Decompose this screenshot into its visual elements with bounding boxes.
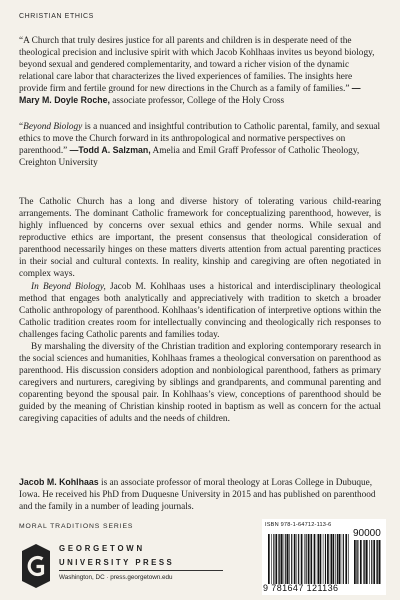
publisher-name-line1: GEORGETOWN	[59, 544, 145, 553]
series-label: MORAL TRADITIONS SERIES	[19, 523, 134, 530]
description-text: Jacob M. Kohlhaas uses a historical and interdisciplinary theological method that engages both analytically and appreciatively with tradition to sketch a broader Catholic anthropology of parenthood. Kohlhaas’s identification of interpretive options within the Catholic tradition creates room for intellectually convincing and theologically rich responses to challenges facing Catholic parents and families today.	[19, 281, 382, 340]
barcode-digits: 9 781647 121136	[263, 583, 339, 593]
publisher-block	[19, 541, 229, 593]
publisher-divider	[59, 570, 223, 571]
category-label: CHRISTIAN ETHICS	[19, 13, 94, 20]
endorsement-quote	[19, 35, 381, 107]
publisher-name-line2: UNIVERSITY PRESS	[59, 558, 175, 567]
barcode-bars-icon	[268, 534, 350, 584]
barcode-block	[262, 519, 386, 595]
book-description	[19, 196, 381, 425]
endorsement-quote	[19, 121, 381, 169]
publisher-location: Washington, DC · press.georgetown.edu	[59, 574, 173, 581]
endorser-name: —Todd A. Salzman,	[69, 145, 151, 156]
author-bio	[19, 477, 381, 513]
quote-mark: “	[19, 122, 24, 132]
author-name: Jacob M. Kohlhaas	[19, 477, 99, 487]
endorsement-attribution	[19, 146, 359, 168]
endorser-affiliation: Amelia and Emil Graff Professor of Catholic Theology, Creighton University	[19, 146, 360, 169]
description-paragraph	[19, 281, 381, 341]
author-bio-text: is an associate professor of moral theology at Loras College in Dubuque, Iowa. He received his PhD from Duquesne University in 2015 and has published on parenthood and the family in a number of leading journals.	[19, 478, 376, 513]
georgetown-logo-icon	[19, 542, 53, 590]
price-code: 90000	[353, 528, 381, 539]
endorsement-text: is a nuanced and insightful contribution to Catholic parental, family, and sexual ethics to move the Church forward in its anthropological and normative perspectives on parenthood.”	[19, 122, 381, 157]
barcode-addon-bars-icon	[354, 540, 382, 584]
endorser-affiliation: associate professor, College of the Holy Cross	[109, 96, 285, 107]
endorsement-text: “A Church that truly desires justice for all parents and children is in desperate need of the theological precision and inclusive spirit with which Jacob Kohlhaas invites us beyond biology, beyond sexual and gendered complementarity, and toward a richer vision of the dynamic relational care labor that characterizes the lived experiences of families. The insights here provide firm and fertile ground for new directions in the Church as a family of families.”	[19, 36, 375, 95]
book-title-mention: Beyond Biology	[23, 122, 83, 132]
description-title-phrase: In Beyond Biology,	[31, 281, 106, 292]
endorser-name: —Mary M. Doyle Roche,	[19, 83, 361, 106]
description-paragraph: The Catholic Church has a long and diverse history of tolerating various child-rearing arrangements. The dominant Catholic framework for conceptualizing parenthood, however, is highly influenced by concerns over sexual ethics and gender norms. While sexual and reproductive ethics are important, the present consensus that theological consideration of parenthood necessarily hinges on these matters diverts attention from actual parenting practices in their social and cultural contexts. In reality, kinship and caregiving are often negotiated in complex ways.	[19, 197, 381, 280]
isbn-label: ISBN 978-1-64712-113-6	[265, 522, 332, 528]
description-paragraph: By marshaling the diversity of the Christian tradition and exploring contemporary research in the social sciences and humanities, Kohlhaas frames a theological conversation on parenthood as parenthood. His discussion considers adoption and nonbiological parenthood, fathers as primary caregivers and nurturers, caregiving by siblings and grandparents, and communal parenting and coparenting beyond the spousal pair. In Kohlhaas’s view, conceptions of parenthood should be guided by the meaning of Christian kinship rooted in baptism as well as concern for the actual caregiving capacities of adults and the needs of children.	[19, 341, 381, 425]
